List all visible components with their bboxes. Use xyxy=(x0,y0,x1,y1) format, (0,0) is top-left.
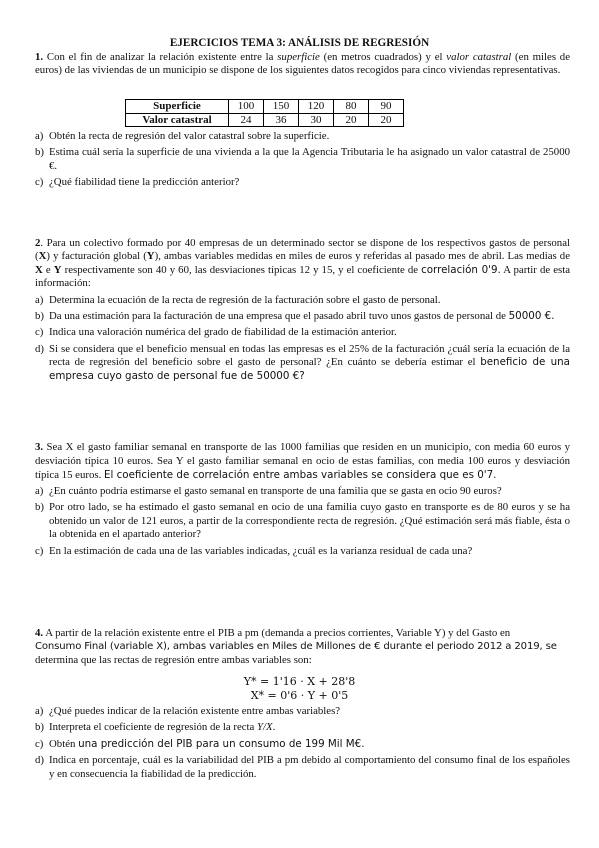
regression-equation-y: Y* = 1'16 · X + 28'8 xyxy=(243,675,356,688)
question-label: c) xyxy=(35,737,44,750)
question-text: ¿En cuánto podría estimarse el gasto semanal en transporte de una familia que se gasta en ocio 90 euros? xyxy=(49,485,502,497)
exercise-number: 4. xyxy=(35,627,44,639)
text-segment: una predicción del PIB para un consumo de 199 Mil M€. xyxy=(78,737,365,750)
row-header: Superficie xyxy=(126,100,229,114)
page-title: EJERCICIOS TEMA 3: ANÁLISIS DE REGRESIÓN xyxy=(169,37,430,49)
question-text: Indica una valoración numérica del grado de fiabilidad de la estimación anterior. xyxy=(49,326,397,339)
table-cell: 30 xyxy=(299,113,334,127)
table-cell: 120 xyxy=(299,100,334,114)
exercise-1 xyxy=(35,51,570,78)
table-cell: 100 xyxy=(229,100,264,114)
exercise-1-statement xyxy=(35,51,570,78)
text-segment: (en metros cuadrados) y el xyxy=(319,51,447,63)
text-segment: Obtén xyxy=(49,737,79,750)
exercise-number: 1. xyxy=(35,51,44,63)
exercise-4-statement xyxy=(35,627,570,640)
text-segment: beneficio de una empresa cuyo gasto de personal fue de 50000 €? xyxy=(49,356,570,382)
exercise-number: 3. xyxy=(35,441,44,453)
exercise-3 xyxy=(35,440,570,558)
question-4c xyxy=(35,738,570,751)
variable-x: X xyxy=(38,250,47,263)
text-segment: ) y facturación global ( xyxy=(46,250,147,263)
exercise-3-statement xyxy=(35,440,570,482)
question-text: Indica en porcentaje, cuál es la variabilidad del PIB a pm debido al comportamiento del consumo final de los españoles y en consecuencia la fiabilidad de la predicción. xyxy=(49,754,570,780)
question-3a xyxy=(35,485,570,498)
question-label: a) xyxy=(35,485,44,497)
question-text: Obtén la recta de regresión del valor catastral sobre la superficie. xyxy=(49,130,330,142)
question-3b xyxy=(35,501,570,541)
text-segment: (en miles de euros) de las viviendas de un municipio se dispone de los siguientes datos recogidos para cinco viviendas representativas. xyxy=(35,51,571,77)
data-table xyxy=(125,99,404,127)
question-label: c) xyxy=(35,544,44,557)
table-cell: 24 xyxy=(229,113,264,127)
text-segment: correlación 0'9. xyxy=(421,263,501,276)
table-row xyxy=(126,100,404,114)
text-segment: A partir de esta información: xyxy=(35,263,570,290)
text-segment: Sea X el gasto familiar semanal en transporte de las 1000 familias que residen en un municipio, con media 60 euros y desviación típica 10 euros. Sea Y el gasto familiar semanal en ocio de estas familias, con media 100 euros y desviación típica 15 euros. xyxy=(35,441,570,481)
question-text xyxy=(49,721,570,734)
question-text xyxy=(49,310,570,323)
text-segment: A partir de la relación existente entre el PIB a pm (demanda a precios corrientes, Variable Y) y del Gasto en xyxy=(43,627,511,639)
text-segment: Interpreta el coeficiente de regresión de la recta xyxy=(49,721,258,734)
question-3c xyxy=(35,545,570,558)
question-2c xyxy=(35,326,570,339)
question-1b xyxy=(35,146,570,173)
table-cell: 20 xyxy=(334,113,369,127)
text-segment: Con el fin de analizar la relación existente entre la xyxy=(43,51,278,63)
question-text xyxy=(49,738,570,751)
question-2d xyxy=(35,343,570,383)
question-label: a) xyxy=(35,130,44,142)
text-segment: Da una estimación para la facturación de una empresa que el pasado abril tuvo unos gastos de personal de xyxy=(49,310,509,323)
question-text: Determina la ecuación de la recta de regresión de la facturación sobre el gasto de personal. xyxy=(49,293,441,306)
question-text: Por otro lado, se ha estimado el gasto semanal en ocio de una familia cuyo gasto en transporte es de 80 euros y se ha obtenido un valor de 121 euros, a partir de la correspondiente recta de regresión. ¿Qué estimación será más fiable, ésta o la obtenida en el apartado anterior? xyxy=(49,501,570,541)
question-1c xyxy=(35,176,570,189)
question-4a xyxy=(35,705,570,718)
text-emphasis: Y/X xyxy=(257,721,273,734)
question-label: a) xyxy=(35,705,44,717)
question-label: c) xyxy=(35,176,44,189)
question-label: d) xyxy=(35,754,44,767)
text-line: Consumo Final (variable X), ambas variables en Miles de Millones de € durante el periodo 2012 a 2019, se xyxy=(35,641,557,653)
table-cell: 150 xyxy=(264,100,299,114)
regression-equation-x: X* = 0'6 · Y + 0'5 xyxy=(250,689,349,702)
question-label: b) xyxy=(35,721,44,734)
exercise-4 xyxy=(35,627,570,667)
question-label: d) xyxy=(35,342,44,355)
question-text: Estima cuál sería la superficie de una vivienda a la que la Agencia Tributaria le ha asignado un valor catastral de 25000 €. xyxy=(49,146,570,172)
exercise-2-statement xyxy=(35,237,570,291)
variable-x: X xyxy=(35,263,43,276)
question-label: c) xyxy=(35,326,44,339)
table-cell: 20 xyxy=(369,113,404,127)
exercise-number: 2 xyxy=(35,237,41,249)
question-1a xyxy=(35,130,570,143)
text-segment: respectivamente son 40 y 60, las desviaciones típicas 12 y 15, y el coeficiente de xyxy=(61,263,422,276)
exercise-4-questions xyxy=(35,705,570,781)
table-row xyxy=(126,113,404,127)
question-text: ¿Qué puedes indicar de la relación existente entre ambas variables? xyxy=(49,705,341,717)
exercise-1-questions xyxy=(35,130,570,190)
exercise-2 xyxy=(35,237,570,383)
question-4d xyxy=(35,754,570,781)
question-label: b) xyxy=(35,146,44,159)
text-emphasis: superficie xyxy=(277,51,320,63)
variable-y: Y xyxy=(53,263,62,276)
table-cell: 90 xyxy=(369,100,404,114)
text-segment: e xyxy=(42,263,54,276)
text-segment: 50000 €. xyxy=(508,310,555,323)
row-header: Valor catastral xyxy=(126,113,229,127)
question-label: a) xyxy=(35,293,44,306)
table-cell: 36 xyxy=(264,113,299,127)
text-emphasis: valor catastral xyxy=(446,51,512,63)
question-2b xyxy=(35,310,570,323)
text-segment: Si se considera que el beneficio mensual en todas las empresas es el 25% de la facturación ¿cuál sería la ecuación de la recta de regresión del beneficio sobre el gasto de personal? ¿En cuánto se debería estimar el xyxy=(49,342,570,369)
text-segment: . xyxy=(272,721,276,734)
question-4b xyxy=(35,721,570,734)
question-2a xyxy=(35,294,570,307)
text-segment: . Para un colectivo formado por 40 empresas de un determinado sector se dispone de los respectivos gastos de personal ( xyxy=(35,237,570,263)
question-label: b) xyxy=(35,501,44,514)
text-segment: El coeficiente de correlación entre ambas variables se considera que es 0'7. xyxy=(103,469,497,481)
question-text: En la estimación de cada una de las variables indicadas, ¿cuál es la varianza residual de cada una? xyxy=(49,544,473,557)
variable-y: Y xyxy=(146,250,155,263)
text-line: determina que las rectas de regresión entre ambas variables son: xyxy=(35,653,312,666)
text-segment: ), ambas variables medidas en miles de euros y referidas al pasado mes de abril. Las medias de xyxy=(154,250,570,263)
table-cell: 80 xyxy=(334,100,369,114)
question-text xyxy=(49,343,570,383)
question-text: ¿Qué fiabilidad tiene la predicción anterior? xyxy=(49,176,240,189)
question-label: b) xyxy=(35,310,44,323)
